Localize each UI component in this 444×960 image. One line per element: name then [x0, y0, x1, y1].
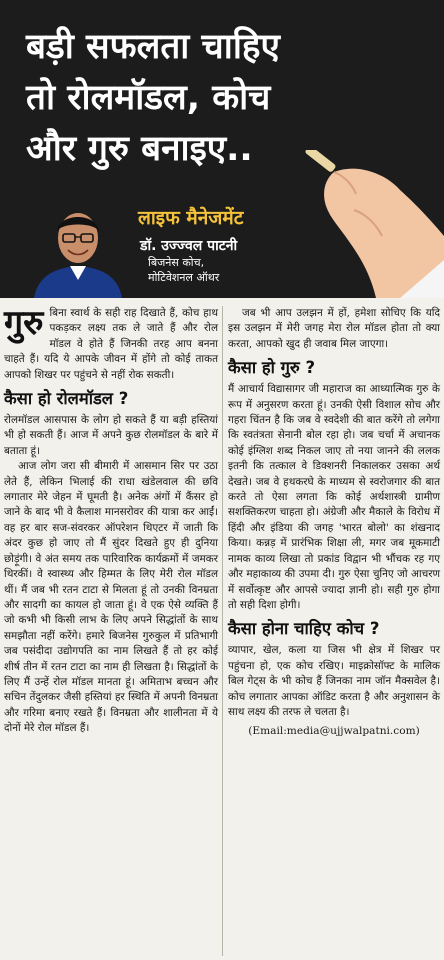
paragraph: जब भी आप उलझन में हों, हमेशा सोचिए कि यदि इस उलझन में मेरी जगह मेरा रोल मॉडल होता तो क्या करता, आपको खुद ही जवाब मिल जाएगा। [228, 307, 440, 350]
article-column-left [4, 303, 218, 737]
paragraph: आज लोग जरा सी बीमारी में आसमान सिर पर उठा लेते हैं, लेकिन भिलाई की राधा खंडेलवाल की छवि लगातार मेरे जेहन में घूमती है। अनेक अंगों में कैंसर हो जाने के बाद भी वे कैलाश मानसरोवर की यात्रा कर आईं। वह हर बार सज-संवरकर ऑपरेशन थिएटर में जाती कि अंदर कुछ हो जाए तो मैं सुंदर दिखते हुए ही दुनिया छोड़ूंगी। वे अंत समय तक पारिवारिक कार्यक्रमों में जमकर थिरकीं। वे स्वास्थ्य और हिम्मत के लिए मेरी रोल मॉडल थीं। मैं जब भी रतन टाटा से मिलता हूं तो उनकी विनम्रता और सादगी का कायल हो जाता हूं। वे एक ऐसे व्यक्ति हैं जो कभी भी किसी लाभ के लिए अपने सिद्धांतों के साथ समझौता नहीं करेंगे। हमारे बिजनेस गुरुकुल में प्रतिभागी जब पसंदीदा उद्योगपति का नाम लिखते हैं तो हर कोई शीर्ष तीन में रतन टाटा का नाम ही लिखता है। सिद्धांतों के लिए मैं उन्हें रोल मॉडल मानता हूं। अमिताभ बच्चन और सचिन तेंदुलकर जैसी हस्तियां हर स्थिति में अपनी विनम्रता और गरिमा बनाए रखते हैं। विनम्रता और शालीनता में ये दोनों मेरे रोल मॉडल हैं। [4, 460, 218, 735]
author-email: (Email:media@ujjwalpatni.com) [248, 725, 420, 738]
subhead-coach: कैसा होना चाहिए कोच ? [228, 619, 380, 639]
hand-with-chalk-icon [300, 150, 444, 298]
intro-text: बिना स्वार्थ के सही राह दिखाते हैं, कोच हाथ पकड़कर लक्ष्य तक ले जाते हैं और रोल मॉडल वे होते हैं जिनकी तरह आप बनना चाहते हैं। यदि ये आपके जीवन में होंगे तो कोई ताकत आपको शिखर पर पहुंचने से नहीं रोक सकती। [4, 307, 218, 381]
subhead-role-model: कैसा हो रोलमॉडल ? [4, 389, 129, 409]
paragraph: रोलमॉडल आसपास के लोग हो सकते हैं या बड़ी हस्तियां भी हो सकती हैं। आज में अपने कुछ रोलमॉडल के बारे में बताता हूं। [4, 414, 218, 457]
header-banner [0, 0, 444, 298]
article-column-right [228, 306, 440, 740]
intro-paragraph [4, 303, 218, 383]
headline-line-2: तो रोलमॉडल, कोच [26, 78, 271, 118]
headline-line-3: और गुरु बनाइए.. [26, 129, 253, 169]
subhead-guru: कैसा हो गुरु ? [228, 358, 316, 378]
paragraph: व्यापार, खेल, कला या जिस भी क्षेत्र में शिखर पर पहुंचना हो, एक कोच रखिए। माइक्रोसॉफ्ट के मालिक बिल गेट्स के भी कोच हैं जिनका नाम जॉन मैक्सवेल है। कोच लगातार आपका ऑडिट करता है और अनुशासन के साथ लक्ष्य की तरफ ले चलता है। [228, 644, 440, 718]
drop-cap: गुरु [4, 303, 44, 343]
author-role [148, 255, 219, 285]
headline-line-1: बड़ी सफलता चाहिए [26, 27, 280, 67]
author-role-line-2: मोटिवेशनल ऑथर [148, 271, 220, 284]
author-role-line-1: बिजनेस कोच, [148, 256, 205, 269]
author-name: डॉ. उज्ज्वल पाटनी [140, 238, 238, 254]
author-photo [30, 196, 126, 298]
paragraph: मैं आचार्य विद्यासागर जी महाराज का आध्यात्मिक गुरु के रूप में अनुसरण करता हूं। उनकी ऐसी विशाल सोच और गहरा चिंतन है कि जब वे स्वदेशी की बात करेंगे तो लगेगा कि स्वतंत्रता सेनानी बोल रहा हो। जब चर्चा में अचानक कोई इंग्लिश शब्द निकल जाए तो नया जानने की ललक इतनी कि तत्काल वे डिक्शनरी निकालकर उसका अर्थ देखते। जब वे हथकरघे के माध्यम से स्वरोजगार की बात करते तो ऐसा लगता कि कोई अर्थशास्त्री ग्रामीण सशक्तिकरण चाहता हो। अंग्रेजी और मैकाले के विरोध में हिंदी और इंडिया की जगह 'भारत बोलो' का शंखनाद किया। कन्नड़ में प्रारंभिक शिक्षा ली, मगर जब मूकमाटी नामक काव्य लिखा तो प्रकांड विद्वान भी भौंचक रह गए और महाकाव्य की उपमा दी। गुरु ऐसा चुनिए जो आचरण में सर्वोत्कृष्ट और आपसे ज्यादा ज्ञानी हो। सही गुरु होगा तो सही दिशा होगी। [228, 383, 440, 611]
column-divider [222, 306, 223, 956]
column-tag: लाइफ मैनेजमेंट [138, 207, 244, 229]
